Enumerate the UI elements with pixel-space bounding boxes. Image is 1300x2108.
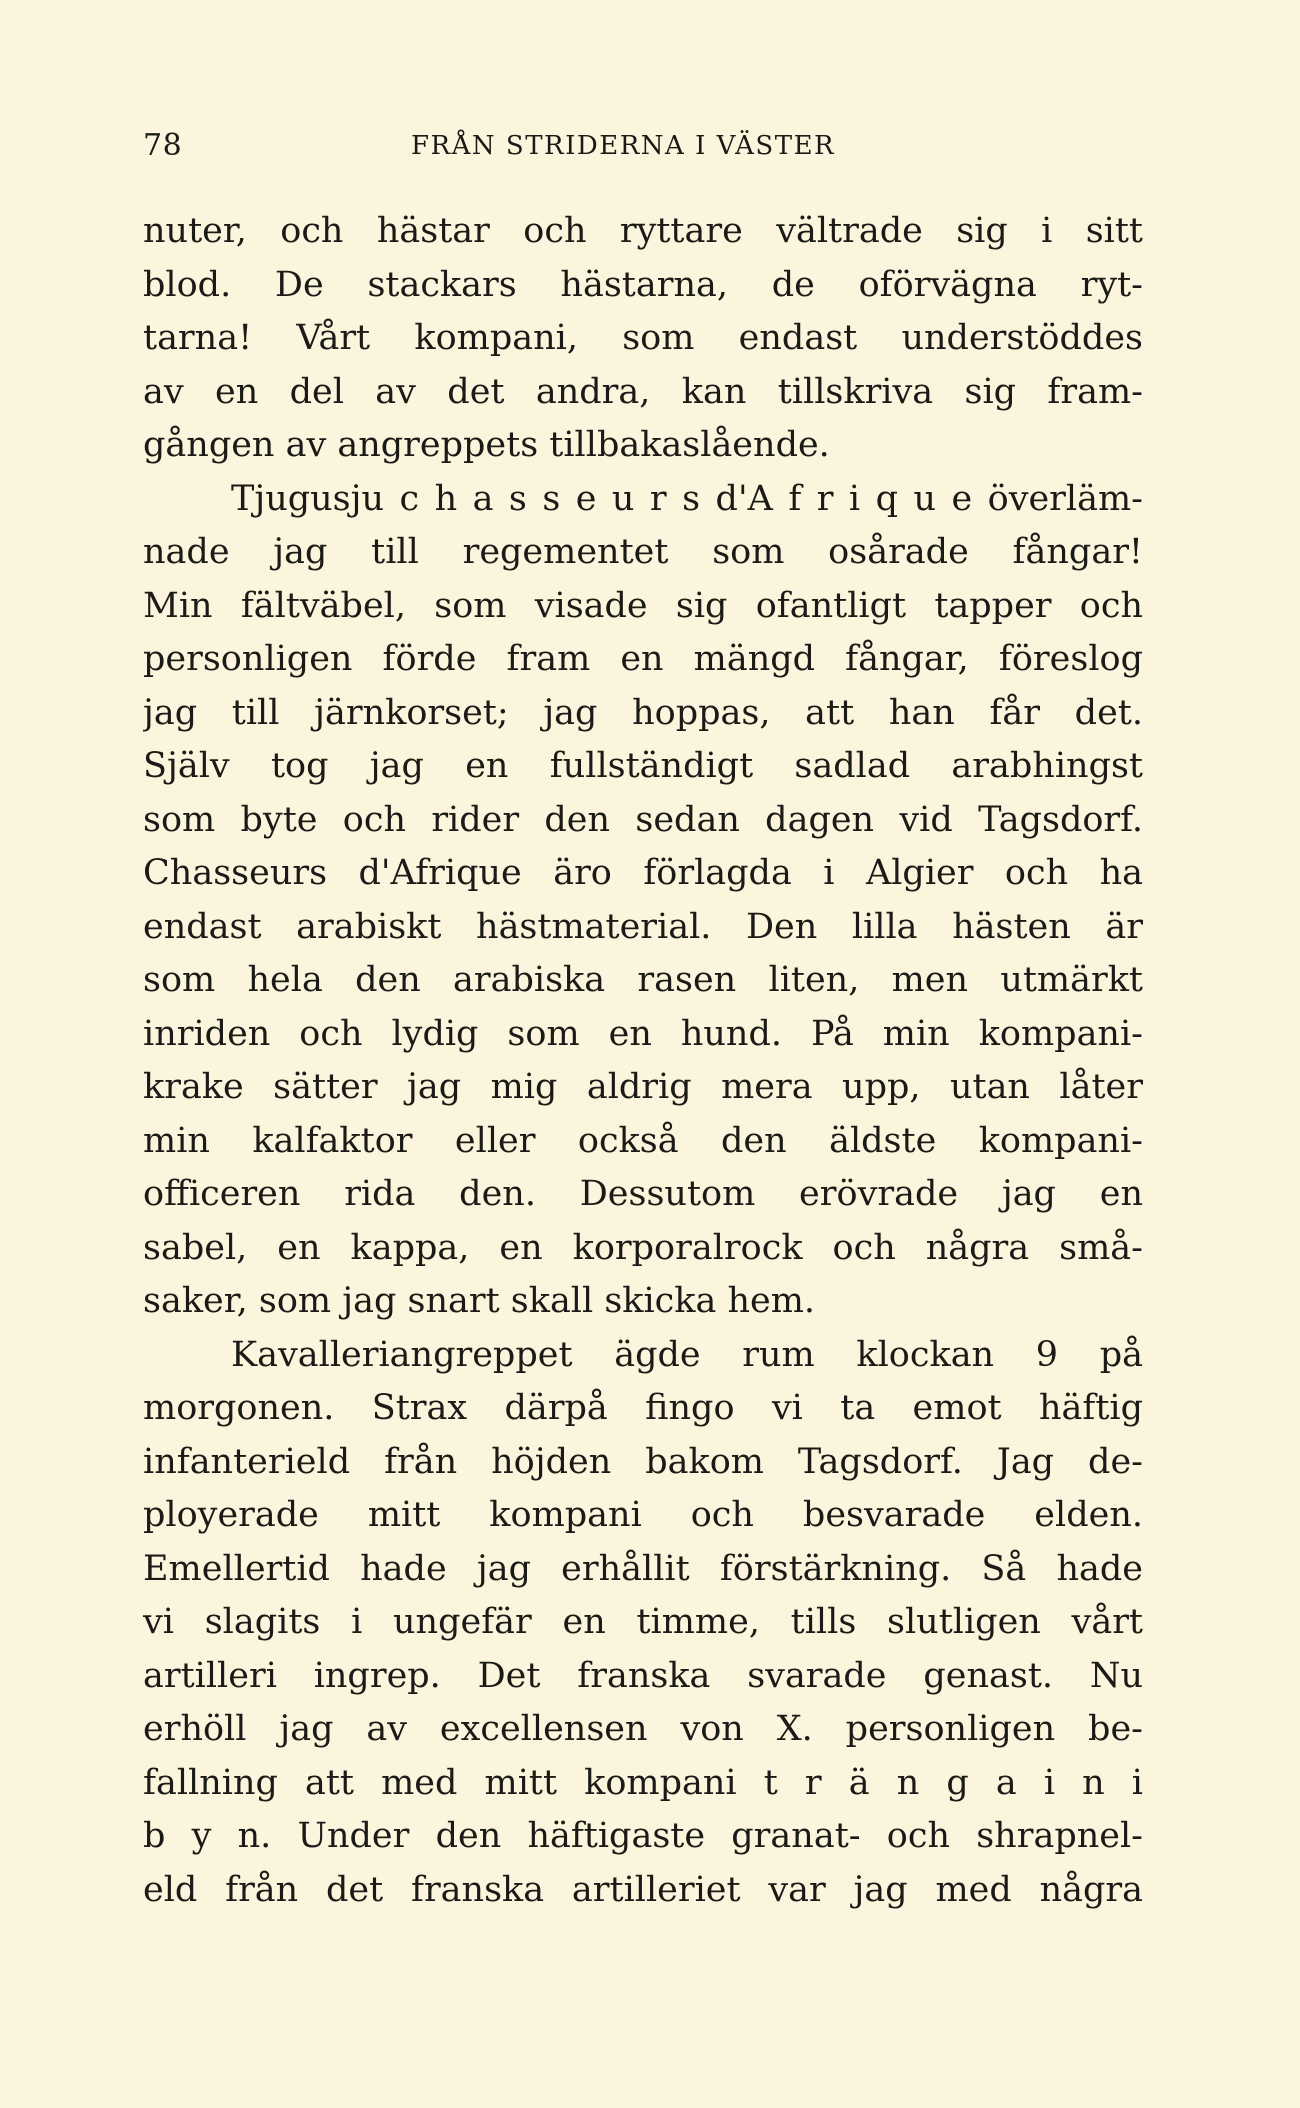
text-line: ployerade mitt kompani och besvarade elden. — [143, 1495, 1143, 1535]
text-line: inriden och lydig som en hund. På min kompani- — [143, 1013, 1143, 1054]
page-number: 78 — [143, 128, 183, 163]
text-line: sabel, en kappa, en korporalrock och några små- — [143, 1227, 1143, 1268]
text-line: saker, som jag snart skall skicka hem. — [143, 1281, 816, 1321]
text-line: infanterield från höjden bakom Tagsdorf. Jag de- — [143, 1441, 1143, 1482]
text-line: av en del av det andra, kan tillskriva sig fram- — [143, 371, 1143, 412]
text-line: blod. De stackars hästarna, de oförvägna ryt- — [143, 264, 1143, 305]
text-line: morgonen. Strax därpå fingo vi ta emot häftig — [143, 1388, 1143, 1428]
text-line: Emellertid hade jag erhållit förstärkning. Så hade — [143, 1548, 1143, 1589]
body-text — [143, 205, 1143, 1917]
text-line: som byte och rider den sedan dagen vid Tagsdorf. — [143, 799, 1143, 840]
text-line: erhöll jag av excellensen von X. personligen be- — [143, 1709, 1143, 1749]
text-line: artilleri ingrep. Det franska svarade genast. Nu — [143, 1655, 1143, 1696]
text-line: Min fältväbel, som visade sig ofantligt tapper och — [143, 585, 1143, 626]
text-line: Själv tog jag en fullständigt sadlad arabhingst — [143, 746, 1143, 786]
running-head: FRÅN STRIDERNA I VÄSTER — [411, 131, 836, 161]
text-line: Kavalleriangreppet ägde rum klockan 9 på — [231, 1334, 1143, 1375]
page-header — [143, 126, 1143, 166]
text-line: nuter, och hästar och ryttare vältrade sig i sitt — [143, 211, 1143, 251]
text-line: eld från det franska artilleriet var jag med några — [143, 1869, 1143, 1910]
text-line: Tjugusju c h a s s e u r s d'A f r i q u e överläm- — [231, 478, 1143, 519]
text-line: fallning att med mitt kompani t r ä n g a i n i — [143, 1762, 1143, 1803]
text-line: b y n. Under den häftigaste granat- och shrapnel- — [143, 1816, 1143, 1856]
text-line: min kalfaktor eller också den äldste kompani- — [143, 1120, 1143, 1161]
text-line: vi slagits i ungefär en timme, tills slutligen vårt — [143, 1602, 1143, 1642]
text-line: personligen förde fram en mängd fångar, föreslog — [143, 639, 1143, 679]
text-line: endast arabiskt hästmaterial. Den lilla hästen är — [143, 906, 1143, 947]
text-line: krake sätter jag mig aldrig mera upp, utan låter — [143, 1067, 1143, 1107]
text-line: tarna! Vårt kompani, som endast understöddes — [143, 318, 1143, 358]
text-line: som hela den arabiska rasen liten, men utmärkt — [143, 960, 1143, 1000]
text-line: jag till järnkorset; jag hoppas, att han får det. — [143, 692, 1143, 733]
text-line: officeren rida den. Dessutom erövrade jag en — [143, 1174, 1143, 1214]
text-line: gången av angreppets tillbakaslående. — [143, 425, 830, 465]
text-line: nade jag till regementet som osårade fångar! — [143, 532, 1143, 572]
text-line: Chasseurs d'Afrique äro förlagda i Algier och ha — [143, 853, 1143, 893]
